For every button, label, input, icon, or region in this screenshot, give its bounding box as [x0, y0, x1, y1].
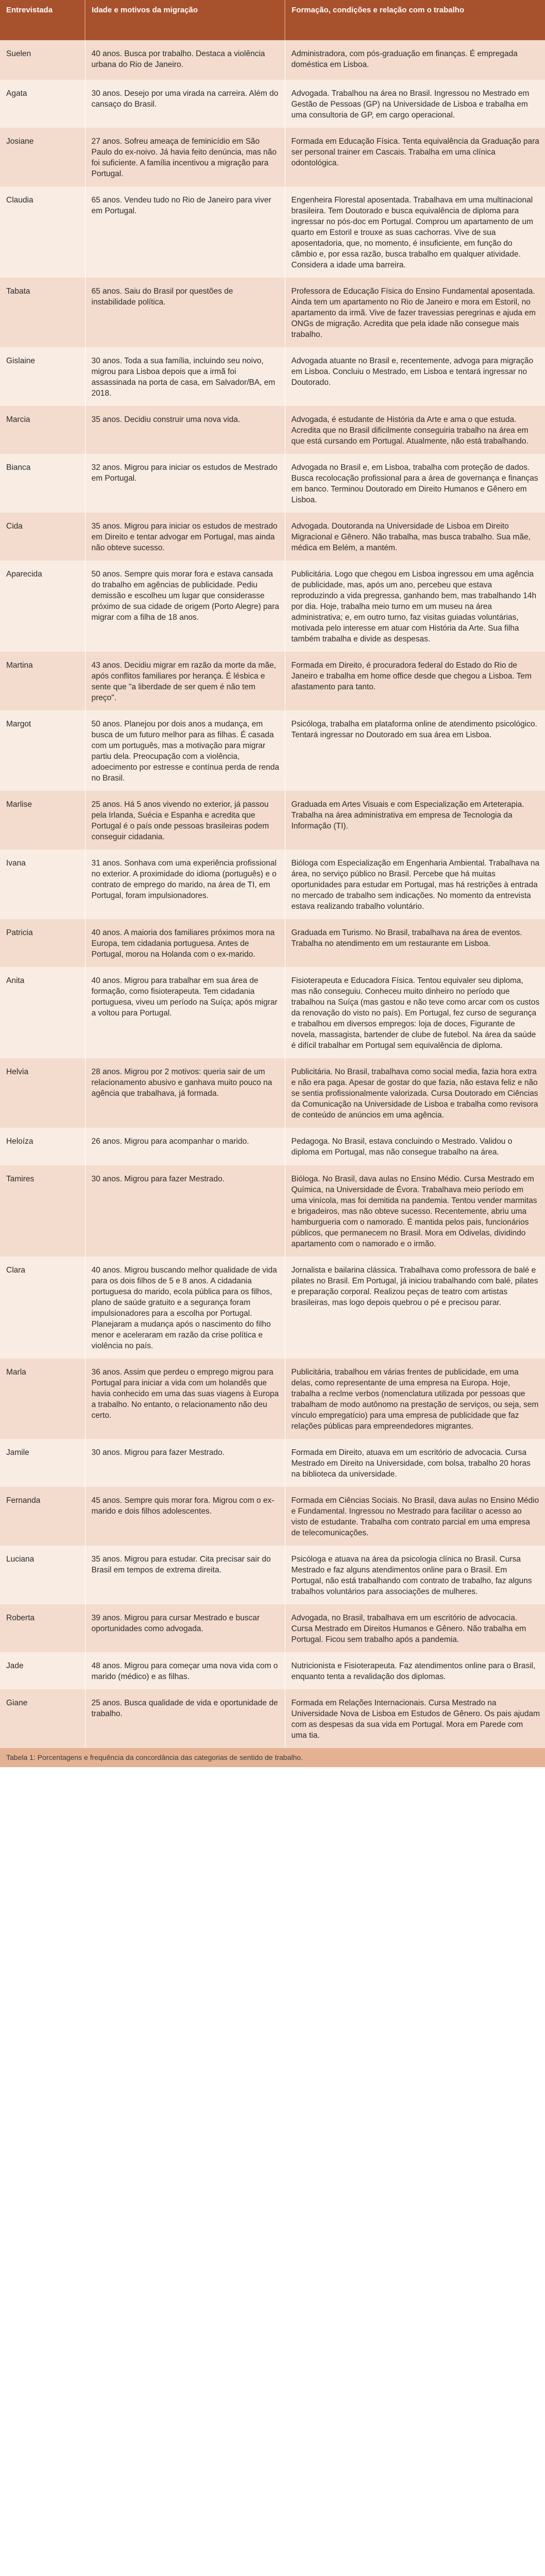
cell-work: Formada em Relações Internacionais. Cursa Mestrado na Universidade Nova de Lisboa em Estudos de Gênero. Os pais ajudam com as despesas da sua vida em Portugal. Mora em Parede com uma tia. — [285, 1689, 545, 1748]
cell-work: Psicóloga e atuava na área da psicologia clínica no Brasil. Cursa Mestrado e faz alguns atendimentos online para o Brasil. Em Portugal, não está trabalhando com contrato de trabalho, faz alguns trabalhos voluntários para associações de mulheres. — [285, 1546, 545, 1604]
cell-age-motives: 35 anos. Decidiu construir uma nova vida. — [85, 406, 285, 454]
cell-age-motives: 45 anos. Sempre quis morar fora. Migrou com o ex-marido e dois filhos adolescentes. — [85, 1487, 285, 1546]
table-row — [0, 1689, 545, 1748]
table-row — [0, 1487, 545, 1546]
cell-work: Administradora, com pós-graduação em finanças. É empregada doméstica em Lisboa. — [285, 40, 545, 80]
cell-work: Bióloga. No Brasil, dava aulas no Ensino Médio. Cursa Mestrado em Química, na Universidade de Évora. Trabalhava meio período em uma vinícola, mas foi demitida na pandemia. Tentou vender marmitas e brigadeiros, mas não obteve sucesso. Recentemente, abriu uma hamburgueria com o namorado. É mantida pelos pais, funcionários públicos, que permanecem no Brasil. Mora em Odivelas, dividindo apartamento com o namorado e o irmão. — [285, 1165, 545, 1257]
cell-work: Advogada, no Brasil, trabalhava em um escritório de advocacia. Cursa Mestrado em Direitos Humanos e Gênero. Não trabalha em Portugal. Ficou sem trabalho após a pandemia. — [285, 1604, 545, 1652]
cell-age-motives: 40 anos. Busca por trabalho. Destaca a violência urbana do Rio de Janeiro. — [85, 40, 285, 80]
cell-age-motives: 39 anos. Migrou para cursar Mestrado e buscar oportunidades como advogada. — [85, 1604, 285, 1652]
cell-age-motives: 30 anos. Migrou para fazer Mestrado. — [85, 1439, 285, 1487]
cell-age-motives: 65 anos. Saiu do Brasil por questões de instabilidade política. — [85, 278, 285, 347]
cell-age-motives: 26 anos. Migrou para acompanhar o marido. — [85, 1128, 285, 1165]
cell-age-motives: 30 anos. Desejo por uma virada na carreira. Além do cansaço do Brasil. — [85, 80, 285, 128]
table-row — [0, 406, 545, 454]
cell-work: Advogada atuante no Brasil e, recentemente, advoga para migração em Lisboa. Concluiu o Mestrado, em Lisboa e tentará ingressar no Doutorado. — [285, 347, 545, 406]
cell-work: Formada em Ciências Sociais. No Brasil, dava aulas no Ensino Médio e Fundamental. Ingressou no Mestrado para facilitar o acesso ao visto de estudante. Trabalha com contrato parcial em uma empresa de telecomunicações. — [285, 1487, 545, 1546]
table-row — [0, 1546, 545, 1604]
cell-interviewee: Giane — [0, 1689, 85, 1748]
table-row — [0, 561, 545, 652]
cell-age-motives: 30 anos. Migrou para fazer Mestrado. — [85, 1165, 285, 1257]
cell-age-motives: 48 anos. Migrou para começar uma nova vida com o marido (médico) e as filhas. — [85, 1652, 285, 1689]
cell-age-motives: 50 anos. Sempre quis morar fora e estava cansada do trabalho em agências de publicidade. Pediu demissão e escolheu um lugar que considerasse próximo de sua cidade de origem (Porto Alegre) para migrar com a filha de 18 anos. — [85, 561, 285, 652]
table-row — [0, 1165, 545, 1257]
cell-interviewee: Cida — [0, 513, 85, 561]
table-row — [0, 1439, 545, 1487]
cell-interviewee: Patricia — [0, 919, 85, 967]
table-header-row — [0, 0, 545, 40]
table-row — [0, 652, 545, 710]
table-row — [0, 278, 545, 347]
cell-age-motives: 40 anos. Migrou para trabalhar em sua área de formação, como fisioterapeuta. Tem cidadania portuguesa, viveu um período na Suíça; após migrar a voltou para Portugal. — [85, 967, 285, 1058]
cell-work: Advogada no Brasil e, em Lisboa, trabalha com proteção de dados. Busca recolocação profissional para a área de governança e finanças em banco. Terminou Doutorado em Direito Humanos e Gênero em Lisboa. — [285, 454, 545, 513]
cell-work: Psicóloga, trabalha em plataforma online de atendimento psicológico. Tentará ingressar no Doutorado em sua área em Lisboa. — [285, 710, 545, 791]
cell-work: Professora de Educação Física do Ensino Fundamental aposentada. Ainda tem um apartamento no Rio de Janeiro e mora em Estoril, no apartamento da irmã. Vive de fazer travessias peregrinas e ajuda em ONGs de migração. Acredita que pela idade não consegue mais trabalho. — [285, 278, 545, 347]
table-body — [0, 40, 545, 1767]
cell-work: Graduada em Artes Visuais e com Especialização em Arteterapia. Trabalha na área administrativa em empresa de Tecnologia da Informação (TI). — [285, 791, 545, 850]
cell-work: Bióloga com Especialização em Engenharia Ambiental. Trabalhava na área, no serviço público no Brasil. Percebe que há muitas oportunidades para estudar em Portugal, mas há restrições à entrada no mercado de trabalho sem indicações. No momento da entrevista estava realizando trabalho voluntário. — [285, 850, 545, 919]
cell-interviewee: Clara — [0, 1257, 85, 1359]
table-row — [0, 80, 545, 128]
cell-interviewee: Bianca — [0, 454, 85, 513]
cell-interviewee: Aparecida — [0, 561, 85, 652]
cell-age-motives: 32 anos. Migrou para iniciar os estudos de Mestrado em Portugal. — [85, 454, 285, 513]
cell-work: Advogada, é estudante de História da Arte e ama o que estuda. Acredita que no Brasil dificilmente conseguiria trabalho na área em que está cursando em Portugal. Atualmente, não está trabalhando. — [285, 406, 545, 454]
cell-work: Advogada. Doutoranda na Universidade de Lisboa em Direito Migracional e Gênero. Não trabalha, mas busca trabalho. Sua mãe, médica em Belém, a mantém. — [285, 513, 545, 561]
cell-age-motives: 40 anos. Migrou buscando melhor qualidade de vida para os dois filhos de 5 e 8 anos. A cidadania portuguesa do marido, ecola pública para os filhos, plano de saúde gratuito e a segurança foram impulsionadores para a escolha por Portugal. Planejaram a mudança após o nascimento do filho menor e aceleraram em razão da crise política e violência no país. — [85, 1257, 285, 1359]
cell-interviewee: Heloíza — [0, 1128, 85, 1165]
cell-work: Formada em Direito, atuava em um escritório de advocacia. Cursa Mestrado em Direito na Universidade, com bolsa, trabalho 20 horas na biblioteca da universidade. — [285, 1439, 545, 1487]
table-row — [0, 710, 545, 791]
cell-interviewee: Marlise — [0, 791, 85, 850]
table-row — [0, 967, 545, 1058]
table-row — [0, 1652, 545, 1689]
cell-interviewee: Tabata — [0, 278, 85, 347]
cell-work: Publicitária. Logo que chegou em Lisboa ingressou em uma agência de publicidade, mas, após um ano, percebeu que estava reproduzindo a vida pregressa, ganhando bem, mas trabalhando 14h por dia. Hoje, trabalha meio turno em um museu na área administrativa; e, em outro turno, faz visitas guiadas voluntárias, motivada pelo interesse em atuar com História da Arte. Sua filha também trabalha e divide as despesas. — [285, 561, 545, 652]
header-work: Formação, condições e relação com o trabalho — [285, 0, 545, 40]
header-interviewee: Entrevistada — [0, 0, 85, 40]
cell-work: Fisioterapeuta e Educadora Física. Tentou equivaler seu diploma, mas não conseguiu. Conheceu muito dinheiro no período que trabalhou na Suíça (mas gastou e não teve como arcar com os custos da renovação do visto no país). Em Portugal, fez curso de segurança e trabalhou em diversos empregos: loja de doces, Figurante de novela, massagista, bartender de clube de futebol. Na área da saúde é difícil trabalhar em Portugal sem equivalência de diploma. — [285, 967, 545, 1058]
table-row — [0, 187, 545, 278]
cell-age-motives: 65 anos. Vendeu tudo no Rio de Janeiro para viver em Portugal. — [85, 187, 285, 278]
table-caption: Tabela 1: Porcentagens e frequência da concordância das categorias de sentido de trabalho. — [0, 1748, 545, 1767]
cell-work: Formada em Direito, é procuradora federal do Estado do Rio de Janeiro e trabalha em home office desde que chegou a Lisboa. Tem afastamento para tanto. — [285, 652, 545, 710]
cell-work: Engenheira Florestal aposentada. Trabalhava em uma multinacional brasileira. Tem Doutorado e busca equivalência de diploma para ingressar no pós-doc em Portugal. Comprou um apartamento de um quarto em Estoril e trouxe as suas cachorras. Vive de sua aposentadoria, que, no momento, é insuficiente, em função do câmbio e, por essa razão, busca trabalho em qualquer atividade. Considera a idade uma barreira. — [285, 187, 545, 278]
table-row — [0, 347, 545, 406]
cell-interviewee: Tamires — [0, 1165, 85, 1257]
cell-interviewee: Marla — [0, 1359, 85, 1439]
cell-age-motives: 31 anos. Sonhava com uma experiência profissional no exterior. A proximidade do idioma (português) e o contrato de emprego do marido, na área de TI, em Portugal, foram impulsionadores. — [85, 850, 285, 919]
table-caption-row — [0, 1748, 545, 1767]
cell-age-motives: 35 anos. Migrou para iniciar os estudos de mestrado em Direito e tentar advogar em Portugal, mas ainda não obteve sucesso. — [85, 513, 285, 561]
cell-age-motives: 50 anos. Planejou por dois anos a mudança, em busca de um futuro melhor para as filhas. É casada com um português, mas a motivação para migrar partiu dela. Preocupação com a violência, adoecimento por estresse e contínua perda de renda no Brasil. — [85, 710, 285, 791]
cell-age-motives: 43 anos. Decidiu migrar em razão da morte da mãe, após conflitos familiares por herança. É lésbica e sente que "a liberdade de ser quem é não tem preço". — [85, 652, 285, 710]
cell-interviewee: Claudia — [0, 187, 85, 278]
cell-interviewee: Helvia — [0, 1058, 85, 1128]
cell-interviewee: Roberta — [0, 1604, 85, 1652]
table-row — [0, 791, 545, 850]
cell-age-motives: 36 anos. Assim que perdeu o emprego migrou para Portugal para iniciar a vida com um holandês que havia conhecido em uma das suas viagens à Europa a trabalho. No entanto, o relacionamento não deu certo. — [85, 1359, 285, 1439]
cell-interviewee: Jamile — [0, 1439, 85, 1487]
cell-interviewee: Josiane — [0, 128, 85, 187]
cell-interviewee: Anita — [0, 967, 85, 1058]
table-row — [0, 1257, 545, 1359]
cell-work: Advogada. Trabalhou na área no Brasil. Ingressou no Mestrado em Gestão de Pessoas (GP) na Universidade de Lisboa e trabalha em uma consultoria de GP, em cargo operacional. — [285, 80, 545, 128]
cell-interviewee: Martina — [0, 652, 85, 710]
cell-interviewee: Luciana — [0, 1546, 85, 1604]
table-row — [0, 1058, 545, 1128]
table-row — [0, 40, 545, 80]
cell-interviewee: Gislaine — [0, 347, 85, 406]
cell-interviewee: Ivana — [0, 850, 85, 919]
cell-work: Formada em Educação Física. Tenta equivalência da Graduação para ser personal trainer em Cascais. Trabalha em uma clínica odontológica. — [285, 128, 545, 187]
cell-age-motives: 27 anos. Sofreu ameaça de feminicídio em São Paulo do ex-noivo. Já havia feito denúncia, mas não foi suficiente. A família incentivou a migração para Portugal. — [85, 128, 285, 187]
cell-work: Pedagoga. No Brasil, estava concluindo o Mestrado. Validou o diploma em Portugal, mas não consegue trabalho na área. — [285, 1128, 545, 1165]
cell-interviewee: Margot — [0, 710, 85, 791]
cell-age-motives: 28 anos. Migrou por 2 motivos: queria sair de um relacionamento abusivo e ganhava muito pouco na agência que trabalhava, já formada. — [85, 1058, 285, 1128]
cell-age-motives: 30 anos. Toda a sua família, incluindo seu noivo, migrou para Lisboa depois que a irmã foi assassinada na porta de casa, em Salvador/BA, em 2018. — [85, 347, 285, 406]
cell-interviewee: Agata — [0, 80, 85, 128]
cell-age-motives: 25 anos. Há 5 anos vivendo no exterior, já passou pela Irlanda, Suécia e Espanha e acredita que Portugal é o país onde pessoas brasileiras podem conseguir cidadania. — [85, 791, 285, 850]
cell-interviewee: Suelen — [0, 40, 85, 80]
table-row — [0, 919, 545, 967]
cell-interviewee: Fernanda — [0, 1487, 85, 1546]
table-row — [0, 1359, 545, 1439]
cell-work: Publicitária. No Brasil, trabalhava como social media, fazia hora extra e não era paga. Apesar de gostar do que fazia, não estava feliz e não se sentia profissionalmente valorizada. Cursa Doutorado em Ciências da Comunicação na Universidade de Lisboa e trabalha como revisora de conteúdo de anúncios em uma agência. — [285, 1058, 545, 1128]
cell-age-motives: 40 anos. A maioria dos familiares próximos mora na Europa, tem cidadania portuguesa. Antes de Portugal, morou na Holanda com o ex-marido. — [85, 919, 285, 967]
cell-work: Publicitária, trabalhou em várias frentes de publicidade, em uma delas, como representante de uma empresa na Europa. Hoje, trabalha a reclme verbos (nomenclatura utilizada por pessoas que trabalham de modo autônomo na prestação de serviços, ou seja, sem vínculo empregatício) para uma empresa de publicidade que faz relações públicas para empreendedores migrantes. — [285, 1359, 545, 1439]
cell-work: Graduada em Turismo. No Brasil, trabalhava na área de eventos. Trabalha no atendimento em um restaurante em Lisboa. — [285, 919, 545, 967]
cell-work: Nutricionista e Fisioterapeuta. Faz atendimentos online para o Brasil, enquanto tenta a revalidação dos diplomas. — [285, 1652, 545, 1689]
table-row — [0, 850, 545, 919]
header-age-motives: Idade e motivos da migração — [85, 0, 285, 40]
cell-interviewee: Jade — [0, 1652, 85, 1689]
table-row — [0, 454, 545, 513]
cell-work: Jornalista e bailarina clássica. Trabalhava como professora de balé e pilates no Brasil. Em Portugal, já iniciou trabalhando com balé, pilates e preparação corporal. Realizou peças de teatro com artistas brasileiras, mas logo depois quebrou o pé e precisou parar. — [285, 1257, 545, 1359]
table-row — [0, 513, 545, 561]
cell-interviewee: Marcia — [0, 406, 85, 454]
table-row — [0, 1604, 545, 1652]
cell-age-motives: 35 anos. Migrou para estudar. Cita precisar sair do Brasil em tempos de extrema direita. — [85, 1546, 285, 1604]
cell-age-motives: 25 anos. Busca qualidade de vida e oportunidade de trabalho. — [85, 1689, 285, 1748]
table-row — [0, 1128, 545, 1165]
table-row — [0, 128, 545, 187]
